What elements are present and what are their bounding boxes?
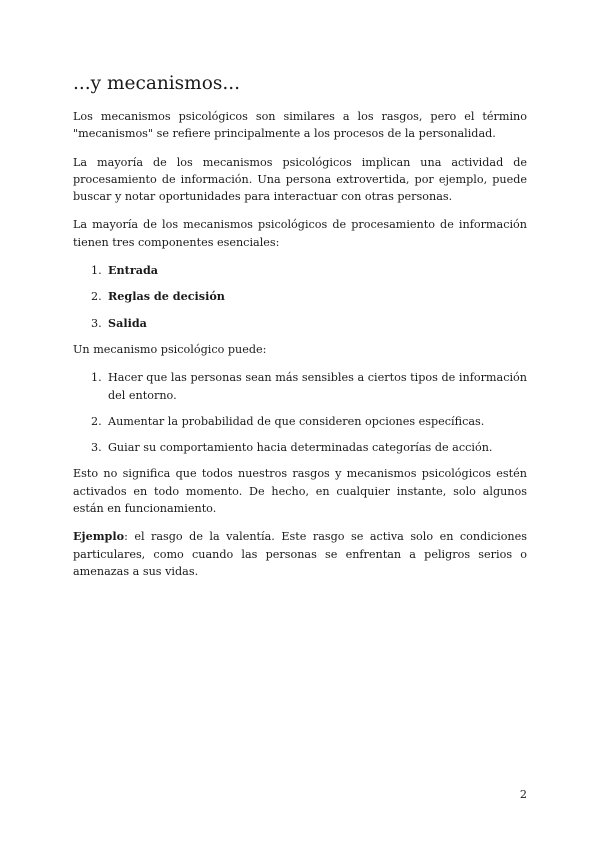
list-item-number: 3. xyxy=(91,316,102,330)
example-label: Ejemplo xyxy=(73,529,125,544)
section-heading: ...y mecanismos... xyxy=(73,73,240,94)
paragraph-mechanism-can: Un mecanismo psicológico puede: xyxy=(73,342,267,356)
paragraph-components: La mayoría de los mecanismos psicológicos de procesamiento de información tienen tres componentes esenciales: xyxy=(73,218,527,249)
list-item xyxy=(73,288,527,305)
list-item-label: Reglas de decisión xyxy=(108,289,225,304)
components-list xyxy=(73,262,527,332)
page-content xyxy=(73,72,527,591)
list-item-label: Salida xyxy=(108,315,147,330)
list-item-number: 1. xyxy=(91,371,102,385)
paragraph-processing: La mayoría de los mecanismos psicológicos implican una actividad de procesamiento de información. Una persona extrovertida, por ejemplo, puede buscar y notar oportunidades para interactuar con otras personas. xyxy=(73,155,527,204)
paragraph-example xyxy=(73,528,527,580)
list-item-text: Guiar su comportamiento hacia determinadas categorías de acción. xyxy=(108,441,493,455)
paragraph-intro: Los mecanismos psicológicos son similares a los rasgos, pero el término "mecanismos" se refiere principalmente a los procesos de la personalidad. xyxy=(73,110,527,141)
list-item-text: Aumentar la probabilidad de que consideren opciones específicas. xyxy=(108,414,485,428)
list-item xyxy=(73,413,527,430)
list-item xyxy=(73,439,527,456)
example-text: : el rasgo de la valentía. Este rasgo se activa solo en condiciones particulares, como cuando las personas se enfrentan a peligros serios o amenazas a sus vidas. xyxy=(73,530,527,578)
list-item xyxy=(73,262,527,279)
list-item xyxy=(73,369,527,404)
page-number: 2 xyxy=(519,788,527,801)
list-item-number: 2. xyxy=(91,414,102,428)
list-item xyxy=(73,315,527,332)
list-item-number: 1. xyxy=(91,264,102,278)
list-item-label: Entrada xyxy=(108,263,159,278)
list-item-number: 2. xyxy=(91,290,102,304)
list-item-number: 3. xyxy=(91,441,102,455)
effects-list xyxy=(73,369,527,456)
list-item-text: Hacer que las personas sean más sensibles a ciertos tipos de información del entorno. xyxy=(108,371,527,402)
paragraph-not-all-active: Esto no significa que todos nuestros rasgos y mecanismos psicológicos estén activados en todo momento. De hecho, en cualquier instante, solo algunos están en funcionamiento. xyxy=(73,467,527,516)
